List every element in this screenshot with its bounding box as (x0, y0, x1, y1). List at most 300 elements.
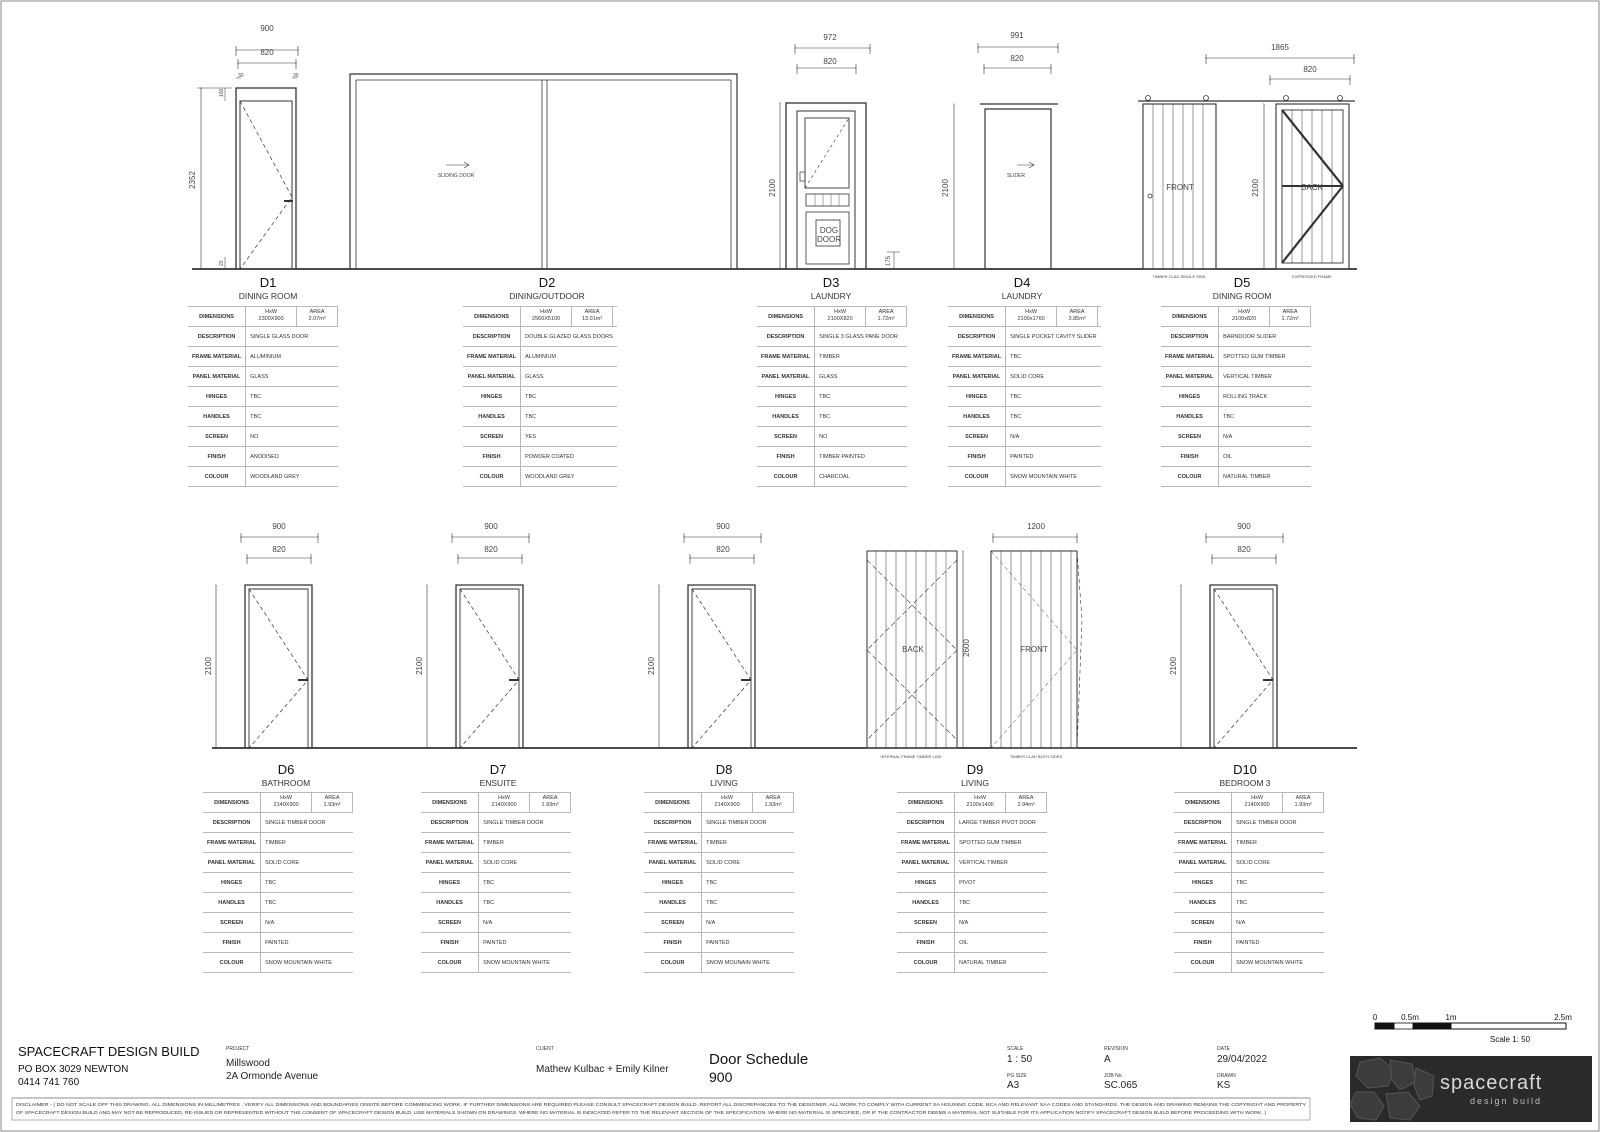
d6-dim-height: 2100 (204, 657, 213, 675)
table-row (1161, 447, 1311, 467)
hw-value: 2140X900 (491, 801, 517, 808)
row-label: DESCRIPTION (644, 813, 702, 833)
hw-value: 2100x1400 (966, 801, 994, 808)
table-row (1174, 793, 1324, 813)
row-label: HINGES (757, 387, 815, 407)
finish-value: PAINTED (479, 933, 572, 953)
hw-cell (815, 307, 866, 326)
company-phone: 0414 741 760 (18, 1077, 80, 1088)
table-row (421, 913, 571, 933)
hw-value: 2140X900 (1244, 801, 1270, 808)
area-label: AREA (542, 795, 558, 801)
table-row (644, 873, 794, 893)
panel-value: VERTICAL TIMBER (1219, 367, 1312, 387)
hw-value: 2140X900 (714, 801, 740, 808)
area-value: 13.01m² (582, 315, 603, 322)
hw-cell (1219, 307, 1270, 326)
d3-dog-door-line1: DOG (819, 226, 839, 235)
d5-back-label: BACK (1301, 183, 1323, 192)
hinges-value: TBC (702, 873, 795, 893)
hw-cell (1006, 307, 1057, 326)
row-label: HINGES (463, 387, 521, 407)
colour-value: WOODLAND GREY (521, 467, 617, 487)
screen-value: NO (815, 427, 908, 447)
colour-value: SNOW MOUNTAIN WHITE (1006, 467, 1101, 487)
d3-dog-door-line2: DOOR (817, 235, 841, 244)
table-row (421, 793, 571, 813)
row-label: FINISH (188, 447, 246, 467)
d4-dim-leaf: 820 (1010, 54, 1024, 63)
table-row (421, 813, 571, 833)
row-label: FRAME MATERIAL (897, 833, 955, 853)
row-label: SCREEN (463, 427, 521, 447)
table-row (757, 467, 907, 487)
row-label: PANEL MATERIAL (1174, 853, 1232, 873)
table-row (644, 933, 794, 953)
area-label: AREA (1069, 309, 1085, 315)
schedule-table (188, 306, 338, 487)
door-heading-d10 (1175, 762, 1315, 788)
pgsize-label: PG SIZE (1007, 1073, 1027, 1079)
revision-label: REVISION (1104, 1046, 1128, 1052)
row-label: COLOUR (644, 953, 702, 973)
table-row (463, 367, 617, 387)
panel-value: SOLID CORE (261, 853, 354, 873)
door-code: D9 (966, 762, 984, 777)
door-code: D5 (1233, 275, 1251, 290)
table-row (948, 387, 1101, 407)
table-row (897, 793, 1047, 813)
table-row (203, 913, 353, 933)
row-label: FINISH (421, 933, 479, 953)
row-label: FINISH (897, 933, 955, 953)
hinges-value: PIVOT (955, 873, 1048, 893)
table-row (203, 873, 353, 893)
dimensions-cell (261, 793, 353, 812)
area-cell (1283, 793, 1324, 812)
area-label: AREA (309, 309, 325, 315)
elevation-d10 (1181, 533, 1283, 748)
table-row (644, 913, 794, 933)
company-address: PO BOX 3029 NEWTON (18, 1064, 129, 1075)
d5-dim-overall: 1865 (1271, 43, 1289, 52)
row-label: FINISH (644, 933, 702, 953)
elevation-d1 (197, 46, 298, 269)
row-label: HANDLES (948, 407, 1006, 427)
company-name: SPACECRAFT DESIGN BUILD (18, 1044, 200, 1059)
table-row (421, 933, 571, 953)
table-row (897, 873, 1047, 893)
hw-cell (1232, 793, 1283, 812)
elevation-d7 (427, 533, 529, 748)
table-row (948, 347, 1101, 367)
handles-value: TBC (1006, 407, 1101, 427)
client-label: CLIENT (536, 1046, 554, 1052)
dimensions-cell (1232, 793, 1324, 812)
row-label: FRAME MATERIAL (203, 833, 261, 853)
row-label: COLOUR (757, 467, 815, 487)
hinges-value: TBC (1232, 873, 1325, 893)
row-label: DIMENSIONS (757, 307, 815, 327)
table-row (421, 853, 571, 873)
colour-value: NATURAL TIMBER (1219, 467, 1312, 487)
disclaimer-line2: OF SPACECRAFT DESIGN BUILD AND MAY NOT BE REPRODUCED, RE-ISSUED OR REPRESENTED WITHOUT THE CONSENT OF SPACECRAFT DESIGN BUILD. USE MATERIALS SHOWN ON DRAWINGS. WHERE NO MATERIAL IS INDICATED REFER TO THE RELEVANT SECTION OF THE SPECIFICATION. WHERE NO MATERIAL IS SPECIFIED, OR IF THE CONTRACTOR DEEMS A MATERIAL NOT SUITABLE FOR ITS APPLICATION NOTIFY SPACECRAFT DESIGN BUILD BEFORE PROCEEDING WITH WORK. ) (16, 1110, 1267, 1115)
frame-value: SPOTTED GUM TIMBER (1219, 347, 1312, 367)
d3-dim-sill: 175 (886, 255, 892, 267)
row-label: DIMENSIONS (1161, 307, 1219, 327)
hw-value: 2100x1760 (1017, 315, 1045, 322)
d1-dim-small-c: 100 (219, 88, 225, 97)
row-label: DIMENSIONS (644, 793, 702, 813)
hw-cell (246, 307, 297, 326)
frame-value: ALUMINIUM (246, 347, 339, 367)
row-label: FRAME MATERIAL (644, 833, 702, 853)
area-label: AREA (324, 795, 340, 801)
d1-dim-small-d: 20 (219, 260, 225, 266)
hw-value: 2140X900 (273, 801, 299, 808)
row-label: HINGES (644, 873, 702, 893)
d9-front-label: FRONT (1020, 645, 1048, 654)
screen-value: N/A (1219, 427, 1312, 447)
table-row (463, 427, 617, 447)
row-label: FRAME MATERIAL (1161, 347, 1219, 367)
door-room: LIVING (961, 778, 989, 788)
table-row (1174, 813, 1324, 833)
door-code: D2 (538, 275, 556, 290)
table-row (948, 367, 1101, 387)
finish-value: OIL (955, 933, 1048, 953)
door-room: DINING ROOM (1212, 291, 1272, 301)
handles-value: TBC (479, 893, 572, 913)
d6-dim-overall: 900 (272, 522, 286, 531)
table-row (1161, 327, 1311, 347)
hw-label: HxW (721, 795, 734, 801)
elevation-d8 (659, 533, 761, 748)
row-label: DESCRIPTION (948, 327, 1006, 347)
table-row (421, 953, 571, 973)
hw-label: HxW (1025, 309, 1038, 315)
description-value: SINGLE TIMBER DOOR (1232, 813, 1325, 833)
table-row (1161, 407, 1311, 427)
door-code: D1 (259, 275, 277, 290)
hinges-value: TBC (521, 387, 617, 407)
area-value: 3.85m² (1068, 315, 1086, 322)
finish-value: OIL (1219, 447, 1312, 467)
hw-cell (261, 793, 312, 812)
row-label: DIMENSIONS (463, 307, 521, 327)
row-label: HANDLES (421, 893, 479, 913)
scale-tick-0-5m: 0.5m (1401, 1013, 1419, 1022)
area-cell (530, 793, 571, 812)
client-name: Mathew Kulbac + Emily Kilner (536, 1064, 669, 1075)
hw-cell (479, 793, 530, 812)
row-label: HANDLES (203, 893, 261, 913)
d2-sliding-label: SLIDING DOOR (437, 173, 475, 179)
schedule-table (463, 306, 617, 487)
area-cell (866, 307, 907, 326)
elevation-d5 (1138, 54, 1355, 269)
disclaimer-line1: DISCLAIMER - ( DO NOT SCALE OFF THIS DRAWING. ALL DIMENSIONS IN MILLIMETRES . VERIFY ALL DIMENSIONS AND BOUNDARIES ONSITE BEFORE COMMENCING WORK. IF FURTHER DIMENSIONS ARE REQUIRED PLEASE CONSULT SPACECRAFT DESIGN BUILD. REPORT ALL DISCREPANCIES TO THE DESIGNER. ALL WORK TO COMPLY WITH CURRENT SA HOUSING CODE, BCA AND RELEVANT SAA CODES AND STANDARDS. THE DESIGN AND DRAWING REMAINS THE COPYRIGHT AND PROPERTY (16, 1102, 1307, 1107)
table-row (1174, 893, 1324, 913)
revision-value: A (1104, 1054, 1111, 1065)
table-row (1161, 467, 1311, 487)
door-code: D3 (822, 275, 840, 290)
table-row (897, 833, 1047, 853)
drawing-title: Door Schedule (709, 1051, 809, 1068)
table-row (1174, 933, 1324, 953)
row-label: HINGES (188, 387, 246, 407)
d9-note-right: TIMBER CLAD BOTH SIDES (1009, 754, 1063, 759)
area-cell (297, 307, 338, 326)
table-row (948, 467, 1101, 487)
table-row (1161, 347, 1311, 367)
handles-value: TBC (246, 407, 339, 427)
hw-label: HxW (1251, 795, 1264, 801)
d7-dim-leaf: 820 (484, 545, 498, 554)
row-label: DESCRIPTION (421, 813, 479, 833)
area-value: 1.93m² (764, 801, 782, 808)
hw-label: HxW (280, 795, 293, 801)
area-cell (1270, 307, 1311, 326)
table-row (463, 447, 617, 467)
row-label: COLOUR (463, 467, 521, 487)
description-value: SINGLE TIMBER DOOR (261, 813, 354, 833)
d5-dim-height: 2100 (1251, 179, 1260, 197)
hw-value: 2300X900 (258, 315, 284, 322)
table-row (757, 407, 907, 427)
d4-dim-height: 2100 (941, 179, 950, 197)
d9-dim-height: 2600 (962, 639, 971, 657)
panel-value: GLASS (246, 367, 339, 387)
table-row (1174, 833, 1324, 853)
frame-value: ALUMINIUM (521, 347, 617, 367)
row-label: HANDLES (644, 893, 702, 913)
d5-note-right: EXPRESSED FRAME (1292, 274, 1332, 279)
row-label: HINGES (1161, 387, 1219, 407)
area-cell (312, 793, 353, 812)
colour-value: NATURAL TIMBER (955, 953, 1048, 973)
area-cell (1057, 307, 1098, 326)
row-label: FRAME MATERIAL (948, 347, 1006, 367)
panel-value: SOLID CORE (479, 853, 572, 873)
frame-value: TBC (1006, 347, 1101, 367)
table-row (644, 893, 794, 913)
row-label: DESCRIPTION (897, 813, 955, 833)
row-label: PANEL MATERIAL (421, 853, 479, 873)
door-heading-d1 (198, 275, 338, 301)
colour-value: WOODLAND GREY (246, 467, 339, 487)
screen-value: YES (521, 427, 617, 447)
area-value: 2.94m² (1017, 801, 1035, 808)
door-code: D8 (715, 762, 733, 777)
door-room: BEDROOM 3 (1219, 778, 1271, 788)
table-row (463, 387, 617, 407)
row-label: FINISH (463, 447, 521, 467)
screen-value: N/A (1232, 913, 1325, 933)
table-row (897, 893, 1047, 913)
hw-label: HxW (834, 309, 847, 315)
row-label: PANEL MATERIAL (203, 853, 261, 873)
hw-value: 2100x820 (1232, 315, 1257, 322)
row-label: HANDLES (1174, 893, 1232, 913)
row-label: HINGES (421, 873, 479, 893)
door-room: DINING/OUTDOOR (509, 291, 585, 301)
area-cell (572, 307, 613, 326)
table-row (188, 467, 338, 487)
handles-value: TBC (815, 407, 908, 427)
description-value: SINGLE POCKET CAVITY SLIDER (1006, 327, 1101, 347)
description-value: SINGLE 3 GLASS PANE DOOR (815, 327, 908, 347)
row-label: SCREEN (644, 913, 702, 933)
handles-value: TBC (1219, 407, 1312, 427)
table-row (757, 367, 907, 387)
finish-value: PAINTED (1006, 447, 1101, 467)
d10-dim-height: 2100 (1169, 657, 1178, 675)
row-label: HANDLES (1161, 407, 1219, 427)
row-label: HINGES (948, 387, 1006, 407)
row-label: DESCRIPTION (1161, 327, 1219, 347)
row-label: HINGES (897, 873, 955, 893)
area-value: 1.72m² (877, 315, 895, 322)
colour-value: CHARCOAL (815, 467, 908, 487)
description-value: DOUBLE GLAZED GLASS DOORS (521, 327, 617, 347)
company-logo (1350, 1056, 1592, 1122)
d8-dim-overall: 900 (716, 522, 730, 531)
row-label: PANEL MATERIAL (1161, 367, 1219, 387)
dimensions-cell (955, 793, 1047, 812)
row-label: HANDLES (188, 407, 246, 427)
table-row (188, 447, 338, 467)
screen-value: N/A (702, 913, 795, 933)
row-label: DIMENSIONS (1174, 793, 1232, 813)
table-row (188, 307, 338, 327)
row-label: DESCRIPTION (203, 813, 261, 833)
table-row (897, 953, 1047, 973)
scale-bar-label: Scale 1: 50 (1489, 1035, 1531, 1044)
d5-note-left: TIMBER CLAD SINGLE SIDE (1152, 274, 1206, 279)
table-row (757, 327, 907, 347)
hinges-value: TBC (479, 873, 572, 893)
finish-value: TIMBER PAINTED (815, 447, 908, 467)
table-row (948, 307, 1101, 327)
d1-dim-overall: 900 (260, 24, 274, 33)
d5-dim-leaf: 820 (1303, 65, 1317, 74)
d3-dim-overall: 972 (823, 33, 837, 42)
row-label: PANEL MATERIAL (757, 367, 815, 387)
row-label: HANDLES (897, 893, 955, 913)
dimensions-cell (1006, 307, 1101, 326)
row-label: FRAME MATERIAL (1174, 833, 1232, 853)
row-label: SCREEN (203, 913, 261, 933)
table-row (203, 833, 353, 853)
hinges-value: TBC (246, 387, 339, 407)
row-label: COLOUR (948, 467, 1006, 487)
table-row (948, 327, 1101, 347)
door-heading-d2 (477, 275, 617, 301)
hw-label: HxW (1238, 309, 1251, 315)
scale-tick-1m: 1m (1445, 1013, 1457, 1022)
d7-dim-height: 2100 (415, 657, 424, 675)
table-row (463, 347, 617, 367)
table-row (463, 307, 617, 327)
elevation-d6 (216, 533, 318, 748)
schedule-table (1161, 306, 1311, 487)
frame-value: TIMBER (261, 833, 354, 853)
door-heading-d4 (952, 275, 1092, 301)
door-room: DINING ROOM (238, 291, 298, 301)
row-label: SCREEN (948, 427, 1006, 447)
d9-dim-overall: 1200 (1027, 522, 1045, 531)
row-label: DIMENSIONS (897, 793, 955, 813)
row-label: FRAME MATERIAL (421, 833, 479, 853)
table-row (757, 387, 907, 407)
hw-value: 2100X820 (827, 315, 853, 322)
table-row (757, 447, 907, 467)
door-code: D6 (277, 762, 295, 777)
dimensions-cell (479, 793, 571, 812)
dimensions-cell (246, 307, 338, 326)
d8-dim-leaf: 820 (716, 545, 730, 554)
table-row (644, 853, 794, 873)
hw-label: HxW (498, 795, 511, 801)
handles-value: TBC (521, 407, 617, 427)
door-heading-d3 (761, 275, 901, 301)
d3-dim-leaf: 820 (823, 57, 837, 66)
schedule-table (757, 306, 907, 487)
panel-value: GLASS (521, 367, 617, 387)
description-value: SINGLE TIMBER DOOR (479, 813, 572, 833)
drawn-value: KS (1217, 1080, 1231, 1091)
d4-slider-label: SLIDER (1006, 173, 1026, 179)
d4-dim-overall: 991 (1010, 31, 1024, 40)
table-row (188, 347, 338, 367)
door-room: ENSUITE (479, 778, 517, 788)
table-row (757, 427, 907, 447)
schedule-table (203, 792, 353, 973)
row-label: SCREEN (1161, 427, 1219, 447)
row-label: HANDLES (757, 407, 815, 427)
project-label: PROJECT (226, 1046, 250, 1052)
scale-bar (1375, 1023, 1566, 1029)
logo-subtext: design build (1470, 1096, 1543, 1106)
table-row (1161, 387, 1311, 407)
table-row (1161, 367, 1311, 387)
table-row (644, 833, 794, 853)
door-heading-d9 (905, 762, 1045, 788)
colour-value: SNOW MOUNAIN WHITE (702, 953, 795, 973)
table-row (1161, 427, 1311, 447)
row-label: SCREEN (188, 427, 246, 447)
frame-value: SPOTTED GUM TIMBER (955, 833, 1048, 853)
area-value: 1.72m² (1281, 315, 1299, 322)
project-line1: Millswood (226, 1058, 270, 1069)
door-room: BATHROOM (261, 778, 311, 788)
row-label: HINGES (203, 873, 261, 893)
row-label: DESCRIPTION (188, 327, 246, 347)
table-row (1174, 873, 1324, 893)
d3-dim-height: 2100 (768, 179, 777, 197)
screen-value: N/A (479, 913, 572, 933)
hw-label: HxW (974, 795, 987, 801)
d1-dim-small-a: 30 (238, 73, 244, 79)
row-label: HANDLES (463, 407, 521, 427)
row-label: COLOUR (203, 953, 261, 973)
door-room: LIVING (710, 778, 738, 788)
description-value: LARGE TIMBER PIVOT DOOR (955, 813, 1048, 833)
row-label: FINISH (1174, 933, 1232, 953)
door-heading-d6 (216, 762, 356, 788)
finish-value: PAINTED (261, 933, 354, 953)
